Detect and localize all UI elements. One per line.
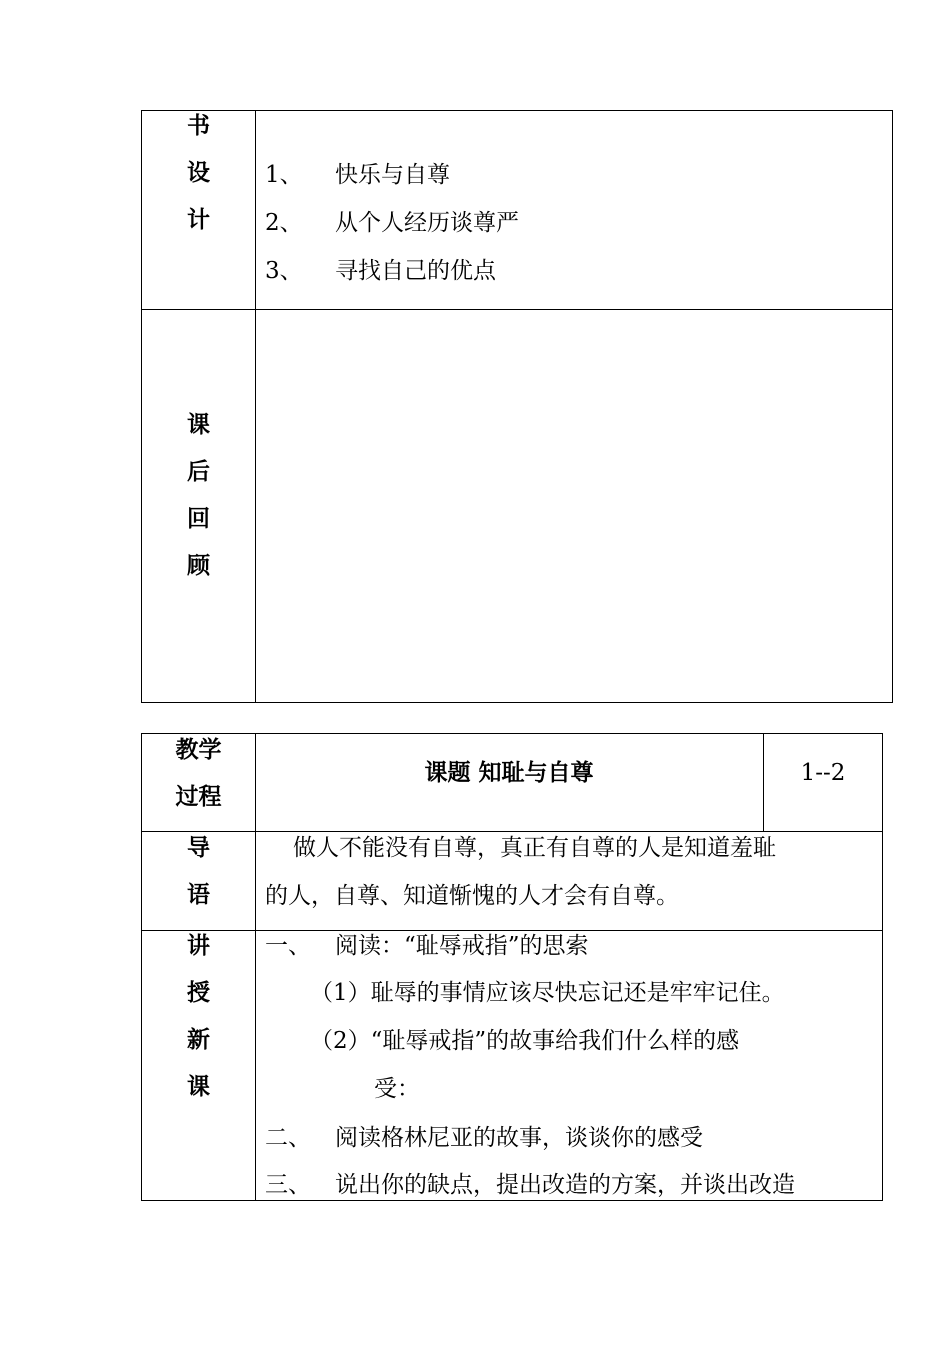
design-item-2: 2、 从个人经历谈尊严 bbox=[265, 210, 519, 236]
design-item-3: 3、 寻找自己的优点 bbox=[265, 258, 496, 284]
new-item-1: 一、 阅读：“耻辱戒指”的思索 bbox=[265, 933, 589, 959]
teaching-process-table bbox=[141, 733, 883, 1201]
design-label: 书 设 计 bbox=[187, 113, 210, 233]
design-item-1: 1、 快乐与自尊 bbox=[265, 162, 450, 188]
new-sub-2-cont: 受： bbox=[374, 1076, 420, 1102]
row-divider bbox=[142, 309, 892, 310]
column-divider bbox=[255, 111, 256, 702]
lesson-number: 1--2 bbox=[800, 760, 846, 786]
new-sub-2: （2）“耻辱戒指”的故事给我们什么样的感 bbox=[310, 1028, 740, 1054]
new-lesson-label: 讲 授 新 课 bbox=[187, 933, 210, 1100]
lesson-topic: 课题 知耻与自尊 bbox=[424, 760, 594, 786]
new-item-3: 三、 说出你的缺点，提出改造的方案，并谈出改造 bbox=[265, 1172, 795, 1198]
process-label: 教学 过程 bbox=[175, 737, 222, 810]
new-item-2: 二、 阅读格林尼亚的故事，谈谈你的感受 bbox=[265, 1125, 703, 1151]
new-sub-1: （1）耻辱的事情应该尽快忘记还是牢牢记住。 bbox=[310, 980, 785, 1006]
review-label: 课 后 回 顾 bbox=[187, 412, 210, 579]
column-divider bbox=[255, 734, 256, 1200]
intro-label: 导 语 bbox=[187, 835, 210, 908]
board-design-table bbox=[141, 110, 893, 703]
intro-line-1: 做人不能没有自尊，真正有自尊的人是知道羞耻 bbox=[293, 835, 776, 861]
intro-line-2: 的人，自尊、知道惭愧的人才会有自尊。 bbox=[265, 883, 679, 909]
